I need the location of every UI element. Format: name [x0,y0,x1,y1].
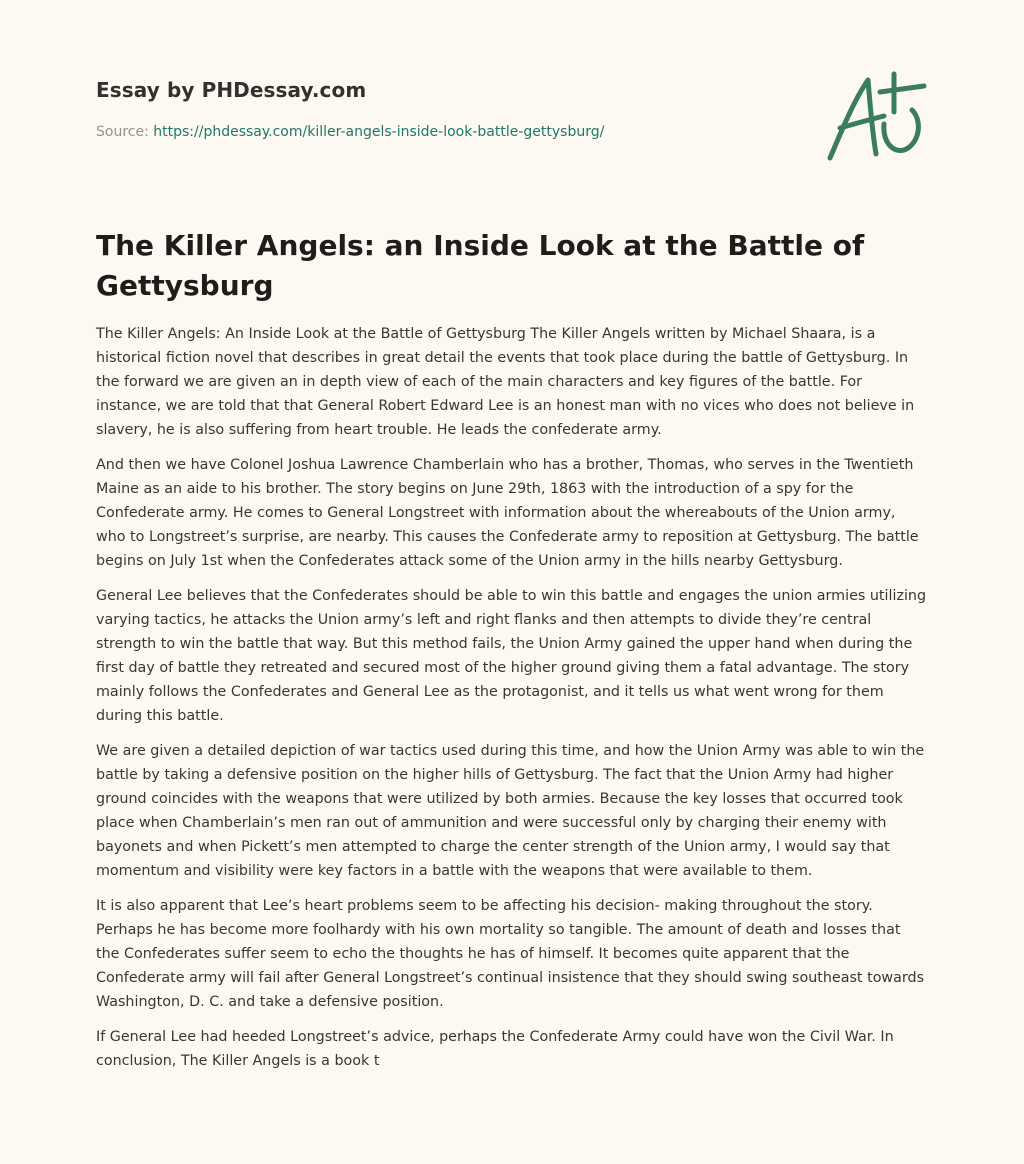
site-brand: Essay by PHDessay.com [96,78,367,102]
essay-paragraph: The Killer Angels: An Inside Look at the Battle of Gettysburg The Killer Angels written by Michael Shaara, is a historical fiction novel that describes in great detail the events that took place during the battle of Gettysburg. In the forward we are given an in depth view of each of the main characters and key figures of the battle. For instance, we are told that that General Robert Edward Lee is an honest man with no vices who does not believe in slavery, he is also suffering from heart trouble. He leads the confederate army. [96,326,915,438]
essay-body [96,322,928,1084]
essay-title: The Killer Angels: an Inside Look at the Battle of Gettysburg [96,229,865,302]
essay-paragraph: And then we have Colonel Joshua Lawrence Chamberlain who has a brother, Thomas, who serves in the Twentieth Maine as an aide to his brother. The story begins on June 29th, 1863 with the introduction of a spy for the Confederate army. He comes to General Longstreet with information about the whereabouts of the Union army, who to Longstreet’s surprise, are nearby. This causes the Confederate army to reposition at Gettysburg. The battle begins on July 1st when the Confederates attack some of the Union army in the hills nearby Gettysburg. [96,457,919,569]
essay-paragraph: General Lee believes that the Confederates should be able to win this battle and engages the union armies utilizing varying tactics, he attacks the Union army’s left and right flanks and then attempts to divide they’re central strength to win the battle that way. But this method fails, the Union Army gained the upper hand when during the first day of battle they retreated and secured most of the higher ground giving them a fatal advantage. The story mainly follows the Confederates and General Lee as the protagonist, and it tells us what went wrong for them during this battle. [96,588,927,724]
essay-paragraph: We are given a detailed depiction of war tactics used during this time, and how the Union Army was able to win the battle by taking a defensive position on the higher hills of Gettysburg. The fact that the Union Army had higher ground coincides with the weapons that were utilized by both armies. Because the key losses that occurred took place when Chamberlain’s men ran out of ammunition and were successful only by charging their enemy with bayonets and when Pickett’s men attempted to charge the center strength of the Union army, I would say that momentum and visibility were key factors in a battle with the weapons that were available to them. [96,743,925,879]
essay-paragraph: It is also apparent that Lee’s heart problems seem to be affecting his decision- making throughout the story. Perhaps he has become more foolhardy with his own mortality so tangible. The amount of death and losses that the Confederates suffer seem to echo the thoughts he has of himself. It becomes quite apparent that the Confederate army will fail after General Longstreet’s continual insistence that they should swing southeast towards Washington, D. C. and take a defensive position. [96,898,925,1010]
source-link[interactable]: https://phdessay.com/killer-angels-inside-look-battle-gettysburg/ [153,124,605,140]
logo-smile-stroke [884,110,919,151]
logo-plus-horizontal [880,86,924,92]
a-plus-logo-icon [824,68,928,164]
source-label: Source: [96,124,149,140]
essay-paragraph: If General Lee had heeded Longstreet’s advice, perhaps the Confederate Army could have won the Civil War. In conclusion, The Killer Angels is a book t [96,1029,894,1069]
source-line [96,124,604,140]
